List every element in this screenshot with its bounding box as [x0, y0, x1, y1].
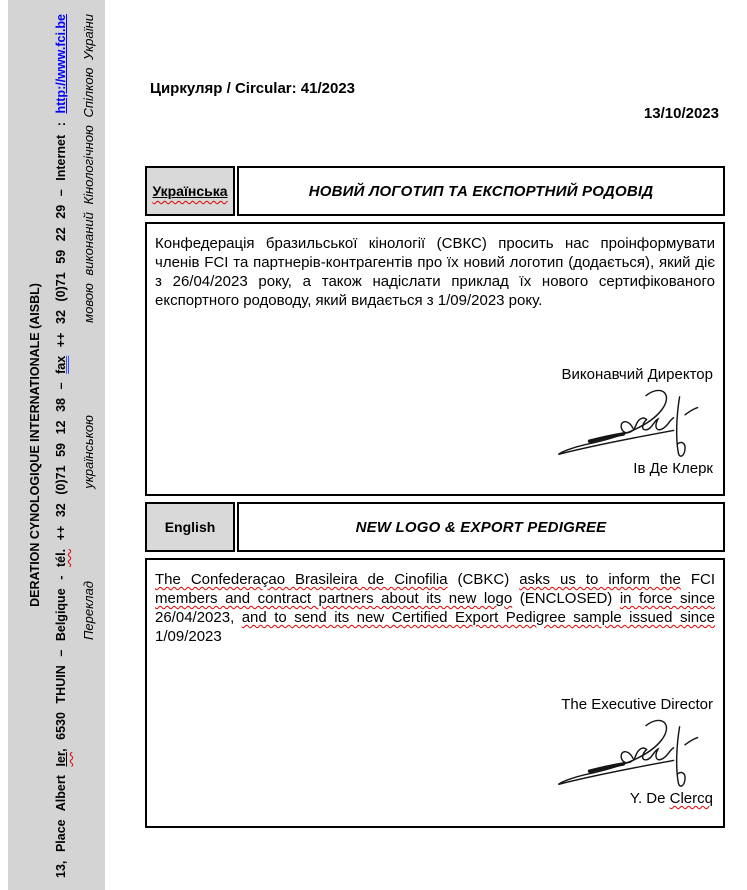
document-body	[145, 0, 725, 828]
language-label-cell-ukrainian	[145, 166, 235, 216]
signer-title: Виконавчий Директор	[561, 366, 713, 383]
section-ukrainian	[145, 166, 725, 496]
section-english	[145, 502, 725, 828]
text-segment: українською	[81, 415, 96, 489]
text-segment: English	[164, 519, 216, 535]
circular-number: Циркуляр / Circular: 41/2023	[150, 80, 356, 97]
letterhead-address-line	[48, 0, 74, 890]
letterhead-translation-note	[76, 0, 102, 890]
text-segment: 26/04/2023,	[155, 609, 242, 626]
text-segment: , 6530 THUIN – Belgique -	[54, 567, 68, 752]
section-header-row	[145, 166, 725, 216]
signer-title: The Executive Director	[561, 696, 713, 713]
text-segment: Clercq	[669, 790, 713, 807]
section-header-row	[145, 502, 725, 552]
text-segment: asks us to inform the	[519, 571, 681, 588]
section-title-ukrainian: НОВИЙ ЛОГОТИП ТА ЕКСПОРТНИЙ РОДОВІД	[237, 166, 725, 216]
text-segment: The Confederaçao Brasileira de Cinofilia	[155, 571, 448, 588]
signature-block-english	[155, 696, 715, 808]
text-segment: tél.	[54, 548, 68, 567]
text-segment: fax	[54, 355, 68, 374]
letterhead-org-name: DERATION CYNOLOGIQUE INTERNATIONALE (AISBL)	[28, 283, 42, 607]
fci-url-link[interactable]: http://www.fci.be	[54, 14, 68, 114]
language-label-cell-english	[145, 502, 235, 552]
text-segment: FCI	[680, 571, 715, 588]
signature-image	[555, 716, 707, 788]
section-body-ukrainian	[145, 222, 725, 496]
text-segment: (ENCLOSED)	[512, 590, 620, 607]
text-segment: ++ 32 (0)71 59 22 29 – Internet :	[54, 113, 68, 356]
text-segment: and to send its new Certified Export Pedigree sample issued since	[241, 609, 715, 626]
text-segment: Переклад	[81, 581, 96, 640]
circular-date: 13/10/2023	[643, 105, 719, 122]
text-segment: Українська	[152, 183, 228, 199]
signer-name	[155, 790, 713, 808]
text-segment: мовою виконаний Кінологічною Спілкою України	[81, 14, 96, 323]
paragraph-english	[155, 570, 715, 646]
text-segment: in force since	[619, 590, 715, 607]
section-title-english: NEW LOGO & EXPORT PEDIGREE	[237, 502, 725, 552]
signer-name	[155, 460, 713, 478]
text-segment: 13, Place Albert	[54, 766, 68, 878]
text-segment: Ів Де Клерк	[633, 460, 713, 477]
text-segment: Y. De	[629, 790, 670, 807]
letterhead-sidebar	[8, 0, 105, 890]
signature-image	[555, 386, 707, 458]
text-segment: ++ 32 (0)71 59 12 38 –	[54, 373, 68, 549]
section-body-english	[145, 558, 725, 828]
text-segment: 1/09/2023	[155, 628, 222, 645]
circular-header	[145, 80, 725, 123]
text-segment: (CBKC)	[447, 571, 520, 588]
text-segment: members and contract partners about its new logo	[155, 590, 513, 607]
paragraph-ukrainian: Конфедерація бразильської кінології (СВКС) просить нас проінформувати членів FCI та партнерів-контрагентів про їх новий логотип (додається), який діє з 26/04/2023 року, а також надіслати приклад їх нового сертифікованого експортного родоводу, який видається з 1/09/2023 року.	[155, 235, 715, 309]
signature-block-ukrainian	[155, 366, 715, 478]
text-segment: Ier	[54, 751, 68, 767]
